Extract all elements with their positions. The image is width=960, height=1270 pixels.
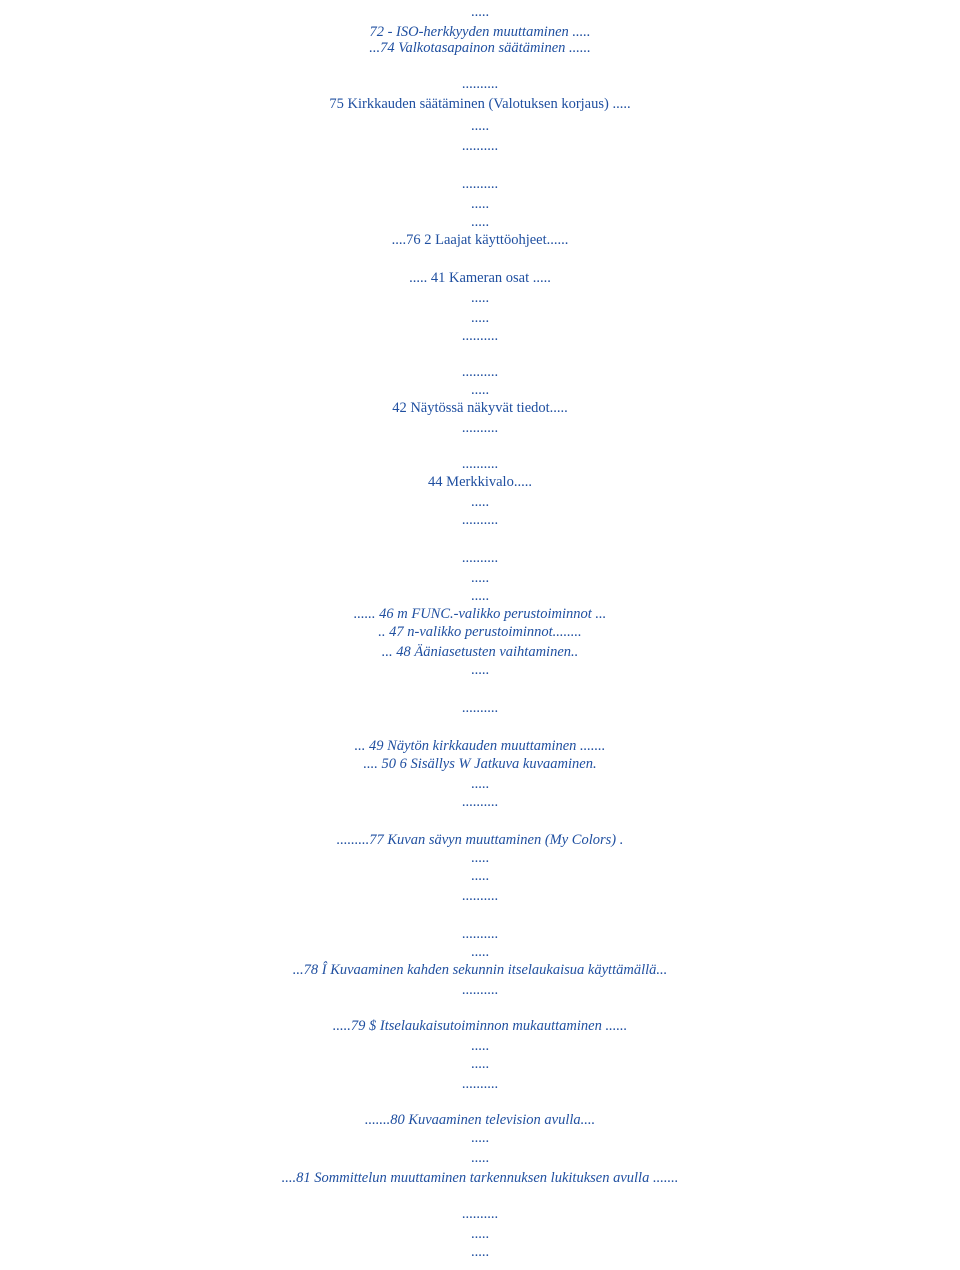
leader-dots: ..... (470, 494, 490, 510)
leader-dots: ..... (470, 382, 490, 398)
leader-dots: ..... (470, 1056, 490, 1072)
toc-entry: .....79 $ Itselaukaisutoiminnon mukauttaminen ...... (332, 1018, 628, 1034)
leader-dots: .......... (461, 550, 499, 566)
leader-dots: ..... (470, 1244, 490, 1260)
toc-entry: ...78 Î Kuvaaminen kahden sekunnin itselaukaisua käyttämällä... (292, 962, 668, 978)
leader-dots: .......... (461, 138, 499, 154)
leader-dots: ..... (470, 662, 490, 678)
leader-dots: .......... (461, 456, 499, 472)
leader-dots: .......... (461, 926, 499, 942)
leader-dots: ..... (470, 570, 490, 586)
toc-entry: ...74 Valkotasapainon säätäminen ...... (369, 40, 591, 56)
toc-entry: 44 Merkkivalo..... (428, 474, 532, 490)
leader-dots: .......... (461, 76, 499, 92)
leader-dots: .......... (461, 1206, 499, 1222)
leader-dots: ..... (470, 1130, 490, 1146)
leader-dots: ..... (470, 1038, 490, 1054)
toc-entry: ...... 46 m FUNC.-valikko perustoiminnot ... (353, 606, 607, 622)
leader-dots: ..... (470, 214, 490, 230)
leader-dots: .......... (461, 364, 499, 380)
leader-dots: ..... (470, 588, 490, 604)
toc-entry: ..... 41 Kameran osat ..... (409, 270, 551, 286)
toc-entry: .... 50 6 Sisällys W Jatkuva kuvaaminen. (363, 756, 597, 772)
toc-entry: .........77 Kuvan sävyn muuttaminen (My Colors) . (336, 832, 624, 848)
leader-dots: ..... (470, 290, 490, 306)
toc-entry: .......80 Kuvaaminen television avulla.... (364, 1112, 596, 1128)
leader-dots: ..... (470, 118, 490, 134)
toc-entry: ... 49 Näytön kirkkauden muuttaminen ....... (354, 738, 606, 754)
leader-dots: .......... (461, 794, 499, 810)
leader-dots: .......... (461, 982, 499, 998)
leader-dots: ..... (470, 944, 490, 960)
toc-entry: ... 48 Ääniasetusten vaihtaminen.. (381, 644, 579, 660)
leader-dots: .......... (461, 328, 499, 344)
toc-entry: 75 Kirkkauden säätäminen (Valotuksen korjaus) ..... (329, 96, 631, 112)
leader-dots: .......... (461, 888, 499, 904)
leader-dots: ..... (470, 1150, 490, 1166)
toc-entry: .. 47 n-valikko perustoiminnot........ (378, 624, 582, 640)
leader-dots: .......... (461, 512, 499, 528)
toc-entry: ....76 2 Laajat käyttöohjeet...... (391, 232, 569, 248)
leader-dots: ..... (470, 310, 490, 326)
leader-dots: ..... (470, 850, 490, 866)
leader-dots: .......... (461, 1076, 499, 1092)
toc-entry: 42 Näytössä näkyvät tiedot..... (392, 400, 568, 416)
leader-dots: ..... (470, 196, 490, 212)
toc-entry: ....81 Sommittelun muuttaminen tarkennuksen lukituksen avulla ....... (281, 1170, 679, 1186)
leader-dots: ..... (470, 1226, 490, 1242)
leader-dots: ..... (470, 776, 490, 792)
toc-entry: 72 - ISO-herkkyyden muuttaminen ..... (369, 24, 591, 40)
leader-dots: .......... (461, 700, 499, 716)
leader-dots: .......... (461, 420, 499, 436)
leader-dots: ..... (470, 868, 490, 884)
leader-dots: ..... (470, 4, 490, 20)
leader-dots: .......... (461, 176, 499, 192)
